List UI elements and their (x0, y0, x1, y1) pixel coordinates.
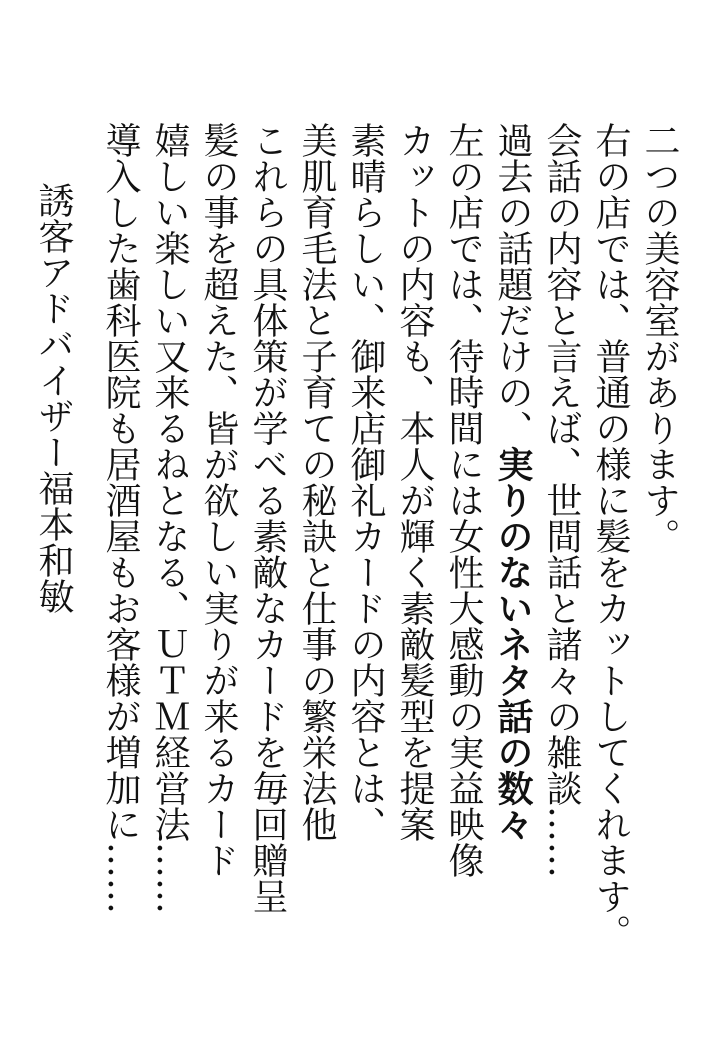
text-line-4 (488, 122, 537, 1002)
text-line-11: 嬉しい楽しい又来るねとなる、ＵＴＭ経営法…… (149, 122, 190, 914)
text-line-4-lead: 過去の話題だけの、 (492, 122, 533, 446)
text-line-9: これらの具体策が学べる素敵なカードを毎回贈呈 (247, 122, 288, 914)
text-line-5: 左の店では、待時間には女性大感動の実益映像 (443, 122, 484, 878)
signature-name: 福本和敏 (33, 470, 74, 614)
text-line-12: 導入した歯科医院も居酒屋もお客様が増加に…… (100, 122, 141, 914)
text-line-2: 右の店では、普通の様に髪をカットしてくれます。 (590, 122, 631, 950)
text-line-1: 二つの美容室があります。 (639, 122, 680, 554)
signature-line (29, 122, 78, 1002)
text-line-3: 会話の内容と言えば、世間話と諸々の雑談…… (541, 122, 582, 878)
text-line-8: 美肌育毛法と子育ての秘訣と仕事の繁栄法他 (296, 122, 337, 842)
text-line-6: カットの内容も、本人が輝く素敵髪型を提案 (394, 122, 435, 842)
text-line-10: 髪の事を超えた、皆が欲しい実りが来るカード (198, 122, 239, 878)
text-line-7: 素晴らしい、御来店御礼カードの内容とは、 (345, 122, 386, 842)
emphasis-text: 実りのないネタ話の数々 (492, 446, 533, 842)
vertical-text-body (29, 122, 684, 1002)
signature-role: 誘客アドバイザー (33, 182, 74, 470)
